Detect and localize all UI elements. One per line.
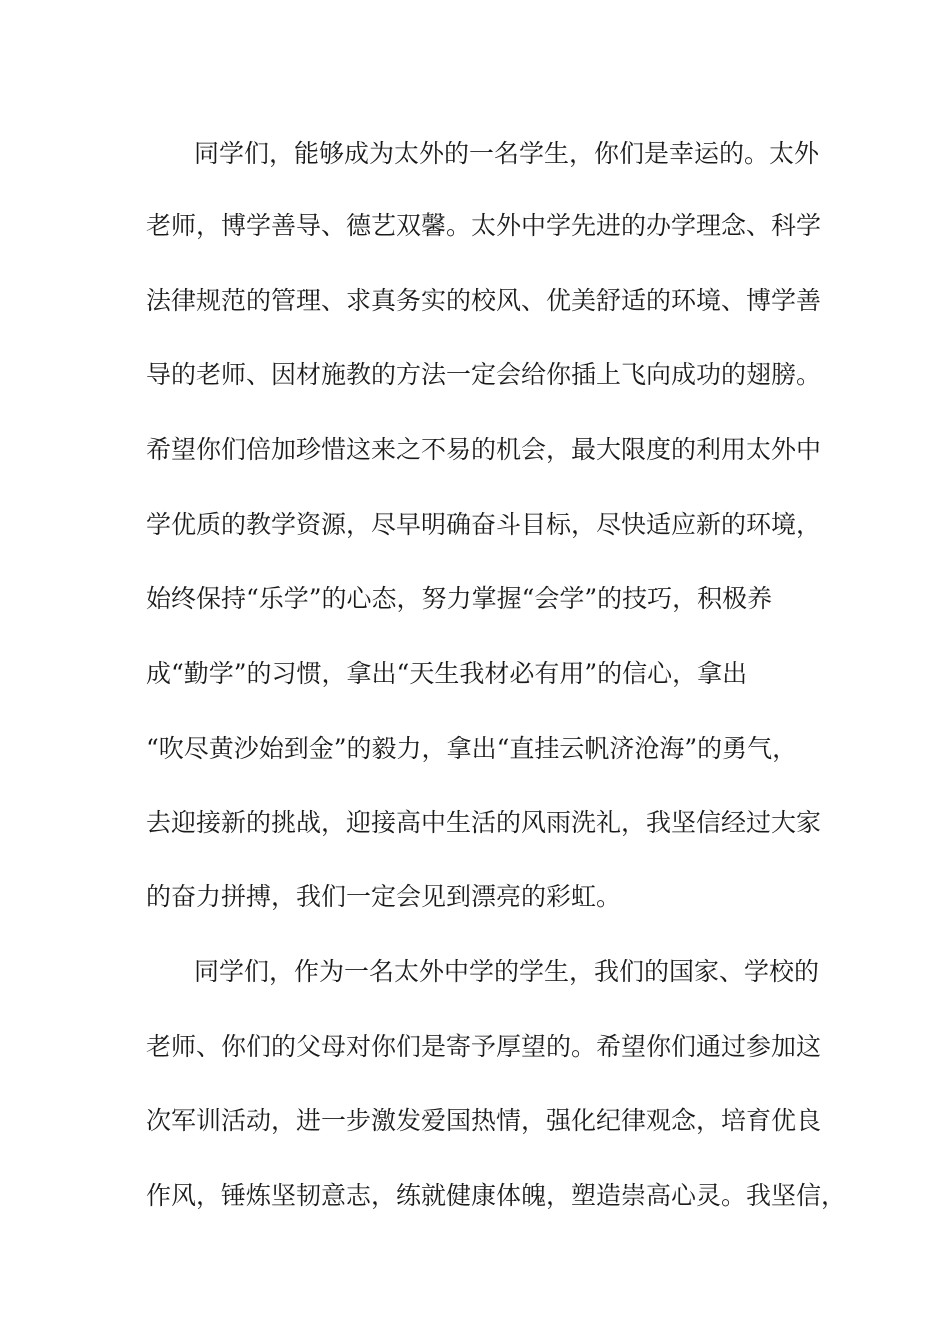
paragraph-2-line-3: 次军训活动，进一步激发爱国热情，强化纪律观念，培育优良 [146,1106,822,1135]
paragraph-1-line-5: 希望你们倍加珍惜这来之不易的机会，最大限度的利用太外中 [146,435,822,464]
paragraph-1-line-2: 老师，博学善导、德艺双馨。太外中学先进的办学理念、科学 [146,211,822,240]
paragraph-1-line-6: 学优质的教学资源，尽早明确奋斗目标，尽快适应新的环境， [146,510,822,539]
paragraph-1-line-1: 同学们，能够成为太外的一名学生，你们是幸运的。太外 [194,139,820,168]
paragraph-1-line-4: 导的老师、因材施教的方法一定会给你插上飞向成功的翅膀。 [146,360,822,389]
paragraph-2-line-4: 作风，锤炼坚韧意志，练就健康体魄，塑造崇高心灵。我坚信， [146,1181,847,1210]
paragraph-1-line-9: “吹尽黄沙始到金”的毅力，拿出“直挂云帆济沧海”的勇气， [146,734,798,763]
paragraph-2-line-2: 老师、你们的父母对你们是寄予厚望的。希望你们通过参加这 [146,1032,822,1061]
paragraph-1-line-8: 成“勤学”的习惯，拿出“天生我材必有用”的信心，拿出 [146,659,748,688]
paragraph-1-line-11: 的奋力拼搏，我们一定会见到漂亮的彩虹。 [146,882,622,911]
paragraph-2-line-1: 同学们，作为一名太外中学的学生，我们的国家、学校的 [194,957,820,986]
paragraph-1-line-7: 始终保持“乐学”的心态，努力掌握“会学”的技巧，积极养 [146,584,773,613]
paragraph-1-line-10: 去迎接新的挑战，迎接高中生活的风雨洗礼，我坚信经过大家 [146,808,822,837]
paragraph-1-line-3: 法律规范的管理、求真务实的校风、优美舒适的环境、博学善 [146,286,822,315]
